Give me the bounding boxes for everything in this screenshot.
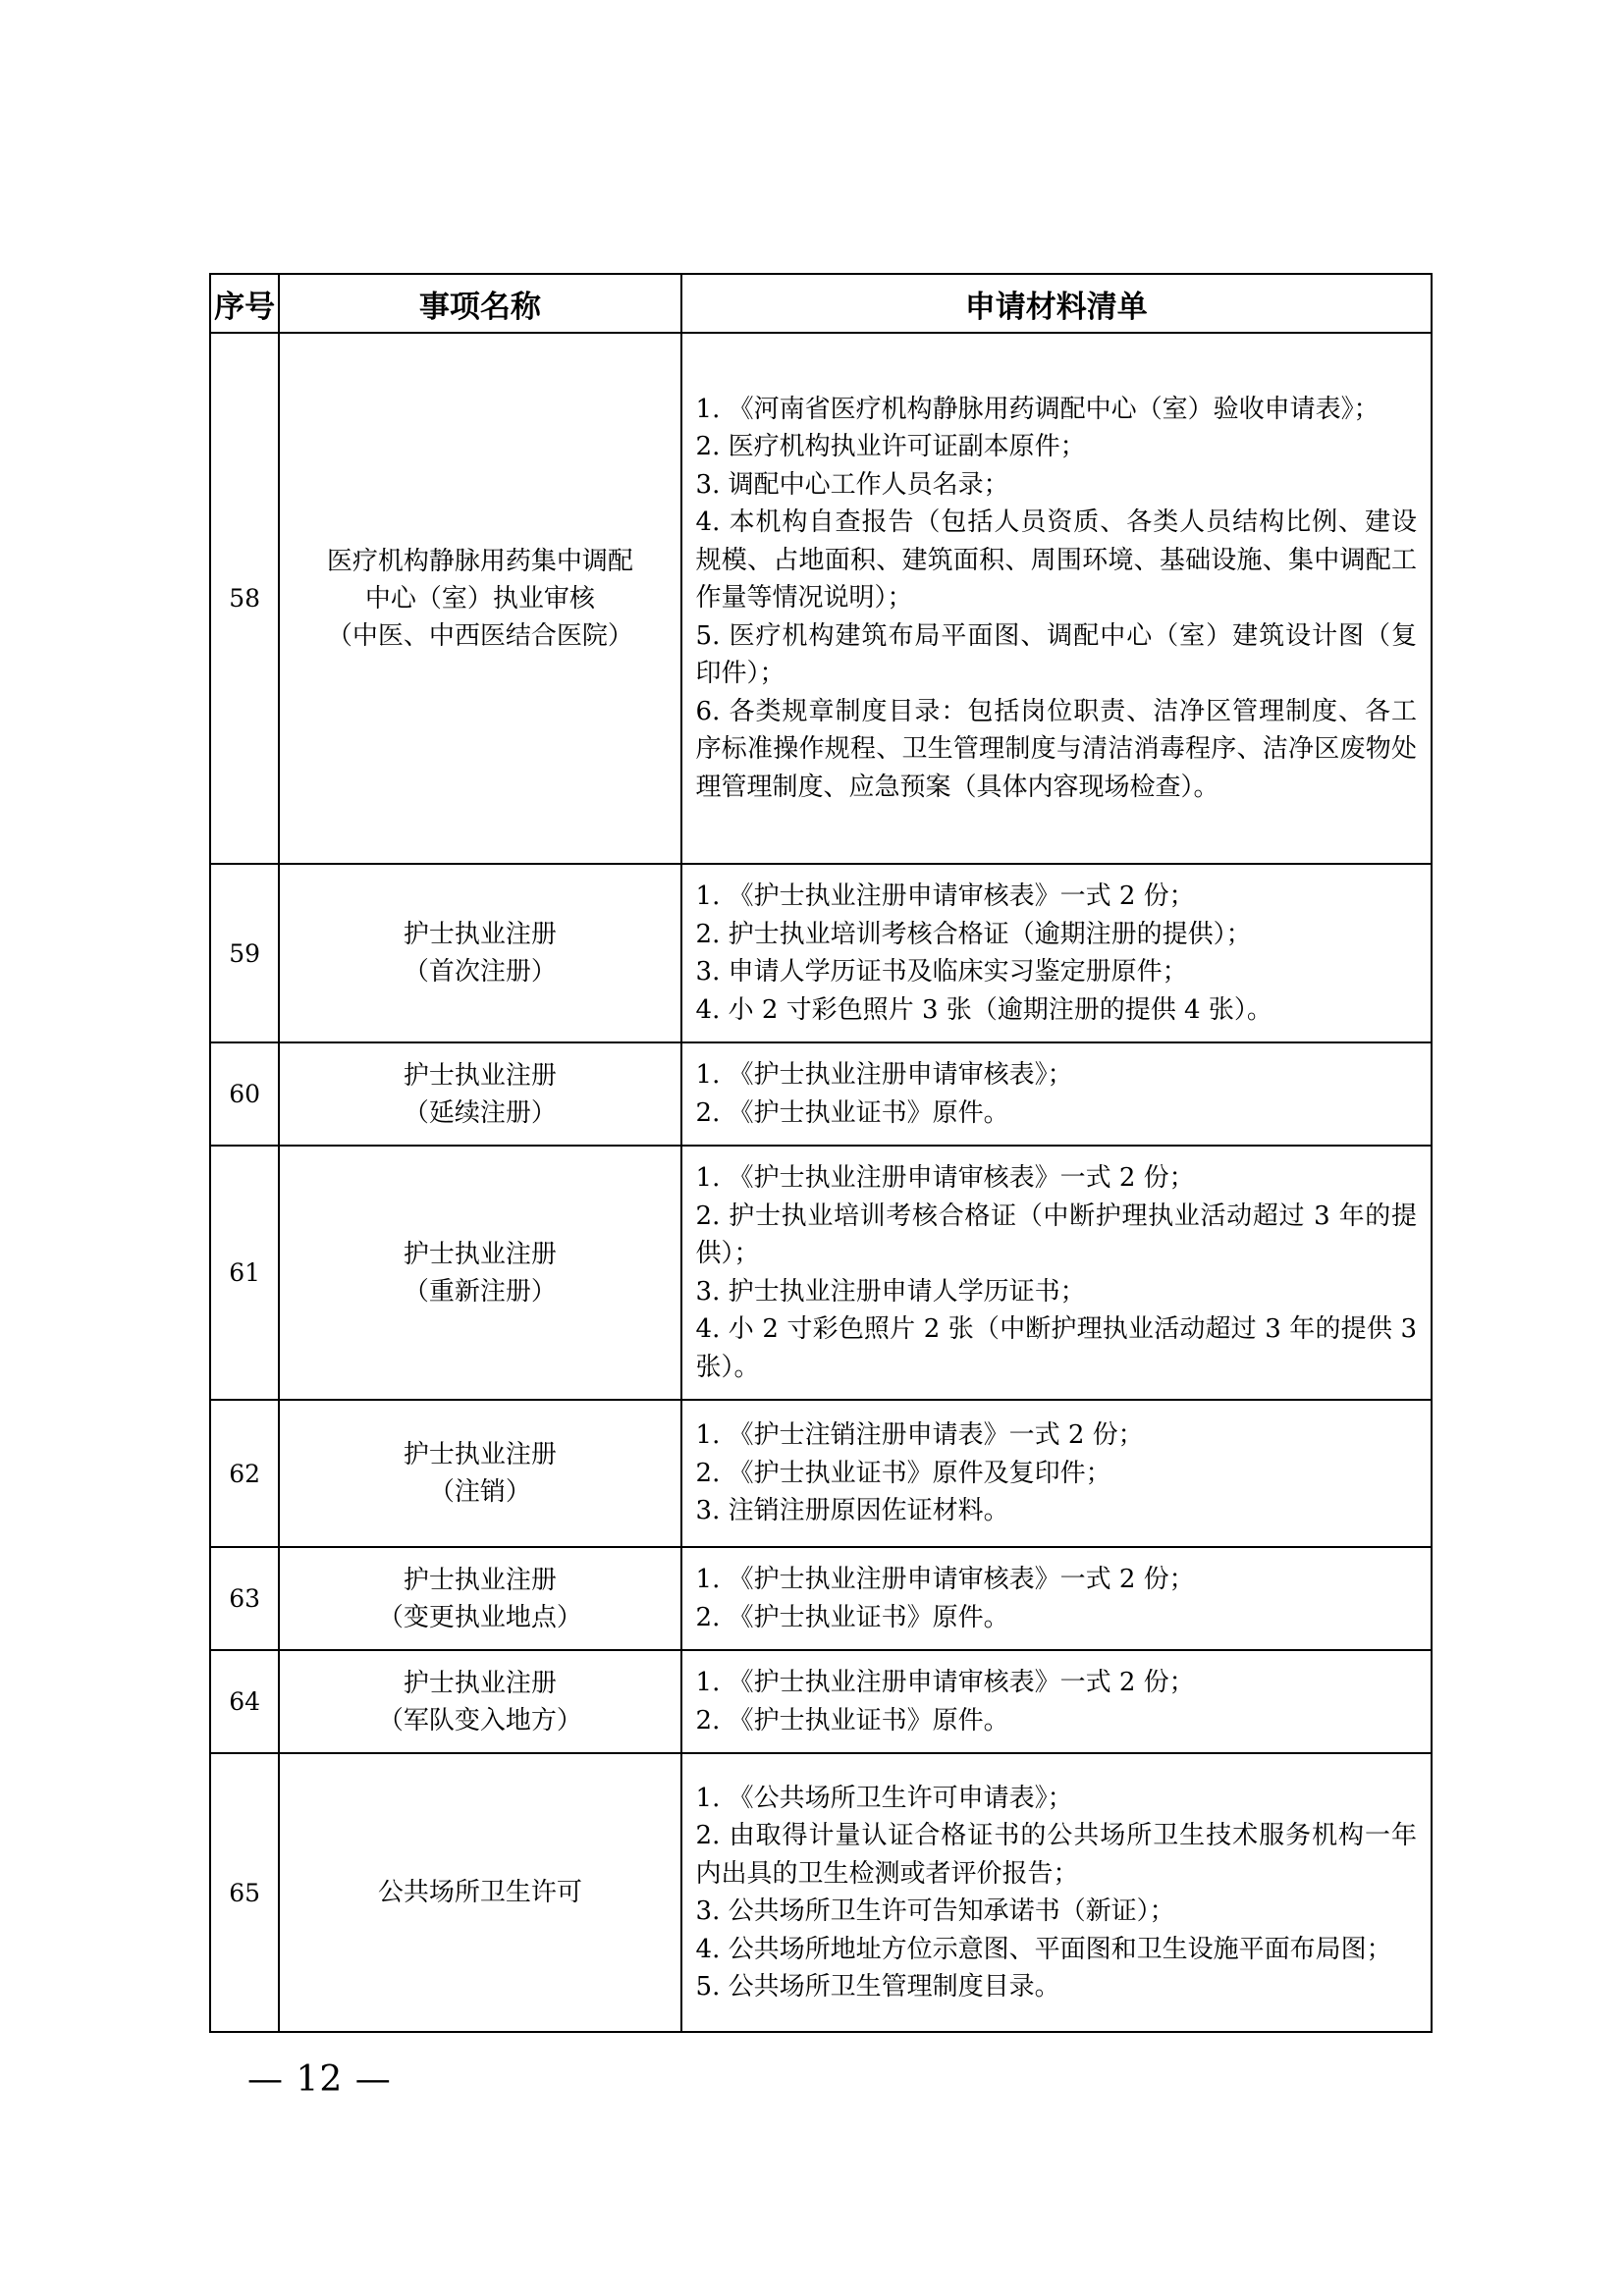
serial-number-cell: 62: [210, 1400, 279, 1547]
item-name-cell: [279, 1650, 680, 1753]
item-name-line: （军队变入地方）: [377, 1705, 582, 1735]
material-item: 1. 《护士注销注册申请表》一式 2 份；: [695, 1420, 1144, 1451]
table-row: [210, 864, 1432, 1042]
serial-number-cell: 59: [210, 864, 279, 1042]
table-row: [210, 333, 1432, 864]
item-name-line: （中医、中西医结合医院）: [326, 620, 633, 651]
material-item: 2. 《护士执业证书》原件。: [695, 1097, 1009, 1128]
serial-number-cell: 63: [210, 1547, 279, 1650]
materials-cell: [681, 1400, 1432, 1547]
item-name-cell: [279, 1400, 680, 1547]
table-row: [210, 1146, 1432, 1400]
item-name-line: 护士执业注册: [403, 920, 557, 949]
materials-cell: [681, 333, 1432, 864]
table-row: [210, 1753, 1432, 2032]
serial-number-cell: 58: [210, 333, 279, 864]
material-item: 2. 《护士执业证书》原件。: [695, 1602, 1009, 1632]
materials-cell: [681, 1753, 1432, 2032]
table-row: [210, 1042, 1432, 1146]
item-name-line: 公共场所卫生许可: [377, 1878, 582, 1907]
material-item: 4. 本机构自查报告（包括人员资质、各类人员结构比例、建设规模、占地面积、建筑面积、周围环境、基础设施、集中调配工作量等情况说明）；: [695, 507, 1417, 614]
materials-cell: [681, 864, 1432, 1042]
table-row: [210, 1650, 1432, 1753]
material-item: 1. 《公共场所卫生许可申请表》；: [695, 1783, 1073, 1813]
serial-number-cell: 64: [210, 1650, 279, 1753]
material-item: 5. 公共场所卫生管理制度目录。: [695, 1972, 1060, 2002]
material-item: 1. 《护士执业注册申请审核表》；: [695, 1060, 1073, 1090]
item-name-cell: [279, 1547, 680, 1650]
item-name-line: （重新注册）: [403, 1276, 557, 1307]
table-row: [210, 1400, 1432, 1547]
material-item: 2. 《护士执业证书》原件。: [695, 1705, 1009, 1735]
table-row: [210, 1547, 1432, 1650]
material-item: 4. 小 2 寸彩色照片 2 张（中断护理执业活动超过 3 年的提供 3 张）。: [695, 1314, 1417, 1382]
materials-cell: [681, 1650, 1432, 1753]
serial-number-cell: 61: [210, 1146, 279, 1400]
material-item: 3. 调配中心工作人员名录；: [695, 469, 1009, 500]
serial-number-cell: 65: [210, 1753, 279, 2032]
material-item: 1. 《护士执业注册申请审核表》一式 2 份；: [695, 881, 1195, 911]
material-item: 2. 护士执业培训考核合格证（逾期注册的提供）；: [695, 919, 1252, 949]
materials-cell: [681, 1146, 1432, 1400]
item-name-cell: [279, 864, 680, 1042]
table-header-row: [210, 274, 1432, 333]
material-item: 3. 护士执业注册申请人学历证书；: [695, 1276, 1086, 1307]
material-item: 2. 《护士执业证书》原件及复印件；: [695, 1458, 1111, 1488]
materials-cell: [681, 1042, 1432, 1146]
material-item: 2. 由取得计量认证合格证书的公共场所卫生技术服务机构一年内出具的卫生检测或者评价报告；: [695, 1821, 1417, 1889]
item-name-cell: [279, 1042, 680, 1146]
material-item: 4. 小 2 寸彩色照片 3 张（逾期注册的提供 4 张）。: [695, 994, 1272, 1025]
materials-table: [209, 273, 1433, 2033]
item-name-cell: [279, 1146, 680, 1400]
material-item: 4. 公共场所地址方位示意图、平面图和卫生设施平面布局图；: [695, 1934, 1392, 1964]
item-name-line: （延续注册）: [403, 1097, 557, 1128]
material-item: 1. 《护士执业注册申请审核表》一式 2 份；: [695, 1565, 1195, 1594]
material-item: 1. 《护士执业注册申请审核表》一式 2 份；: [695, 1163, 1195, 1193]
item-name-line: 护士执业注册: [403, 1440, 557, 1469]
item-name-line: 护士执业注册: [403, 1239, 557, 1269]
item-name-line: （首次注册）: [403, 957, 557, 987]
material-item: 5. 医疗机构建筑布局平面图、调配中心（室）建筑设计图（复印件）；: [695, 620, 1417, 689]
material-item: 2. 护士执业培训考核合格证（中断护理执业活动超过 3 年的提供）；: [695, 1201, 1417, 1268]
material-item: 1. 《河南省医疗机构静脉用药调配中心（室）验收申请表》；: [695, 394, 1380, 424]
item-name-line: （注销）: [428, 1477, 531, 1507]
item-name-cell: [279, 333, 680, 864]
serial-number-cell: 60: [210, 1042, 279, 1146]
material-item: 6. 各类规章制度目录：包括岗位职责、洁净区管理制度、各工序标准操作规程、卫生管理制度与清洁消毒程序、洁净区废物处理管理制度、应急预案（具体内容现场检查）。: [695, 696, 1417, 802]
page-number: — 12 —: [247, 2059, 392, 2100]
material-item: 1. 《护士执业注册申请审核表》一式 2 份；: [695, 1668, 1195, 1697]
material-item: 3. 注销注册原因佐证材料。: [695, 1496, 1009, 1526]
table-body: [210, 333, 1432, 2032]
header-materials-list: 申请材料清单: [681, 274, 1432, 333]
item-name-line: 中心（室）执业审核: [364, 583, 595, 614]
material-item: 2. 医疗机构执业许可证副本原件；: [695, 432, 1086, 462]
header-serial-number: 序号: [210, 274, 279, 333]
item-name-line: （变更执业地点）: [377, 1602, 582, 1632]
materials-cell: [681, 1547, 1432, 1650]
material-item: 3. 申请人学历证书及临床实习鉴定册原件；: [695, 957, 1188, 987]
item-name-line: 护士执业注册: [403, 1565, 557, 1595]
item-name-cell: [279, 1753, 680, 2032]
item-name-line: 医疗机构静脉用药集中调配: [326, 546, 633, 576]
header-item-name: 事项名称: [279, 274, 680, 333]
item-name-line: 护士执业注册: [403, 1668, 557, 1698]
material-item: 3. 公共场所卫生许可告知承诺书（新证）；: [695, 1896, 1175, 1926]
item-name-line: 护士执业注册: [403, 1060, 557, 1091]
